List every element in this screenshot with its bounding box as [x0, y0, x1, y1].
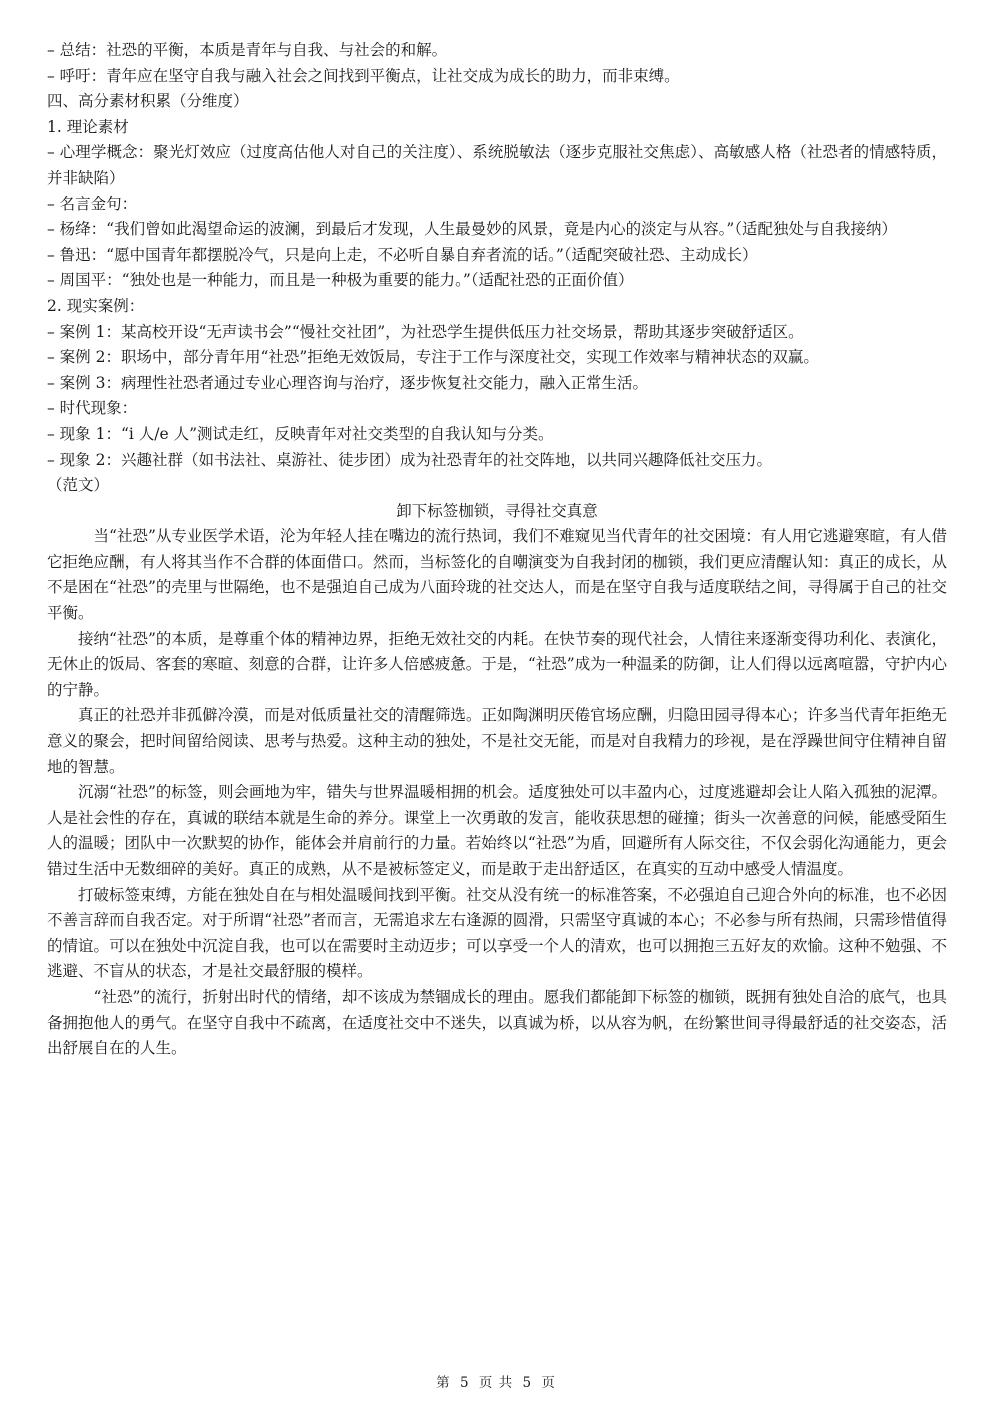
section-heading: 四、高分素材积累（分维度）: [47, 92, 249, 111]
quote-item: – 周国平：“独处也是一种能力，而且是一种极为重要的能力。”（适配社恐的正面价值）: [47, 271, 634, 290]
quotes-heading: – 名言金句：: [47, 194, 138, 213]
quote-item: – 杨绛：“我们曾如此渴望命运的波澜，到最后才发现，人生最曼妙的风景，竟是内心的淡定与从容。”（适配独处与自我接纳）: [47, 220, 898, 239]
essay-title: 卸下标签枷锁，寻得社交真意: [396, 501, 598, 520]
essay-paragraph: 沉溺“社恐”的标签，则会画地为牢，错失与世界温暖相拥的机会。适度独处可以丰盈内心，过度逃避却会让人陷入孤独的泥潭。人是社会性的存在，真诚的联结本就是生命的养分。课堂上一次勇敢的发言，能收获思想的碰撞；街头一次善意的问候，能感受陌生人的温暖；团队中一次默契的协作，能体会并肩前行的力量。若始终以“社恐”为盾，回避所有人际交往，不仅会弱化沟通能力，更会错过生活中无数细碎的美好。真正的成熟，从不是被标签定义，而是敢于走出舒适区，在真实的互动中感受人情温度。: [47, 783, 947, 878]
essay-paragraph: 打破标签束缚，方能在独处自在与相处温暖间找到平衡。社交从没有统一的标准答案，不必强迫自己迎合外向的标准，也不必因不善言辞而自我否定。对于所谓“社恐”者而言，无需追求左右逢源的圆滑，只需坚守真诚的本心；不必参与所有热闹，只需珍惜值得的情谊。可以在独处中沉淀自我，也可以在需要时主动迈步；可以享受一个人的清欢，也可以拥抱三五好友的欢愉。这种不勉强、不逃避、不盲从的状态，才是社交最舒服的模样。: [47, 885, 947, 981]
footer-total-pages: 5: [522, 1375, 533, 1391]
essay-label: （范文）: [47, 476, 110, 495]
footer-middle: 页 共: [478, 1375, 514, 1391]
summary-conclusion: – 总结：社恐的平衡，本质是青年与自我、与社会的和解。: [47, 41, 448, 59]
page-footer: [0, 1374, 992, 1392]
footer-prefix: 第: [436, 1375, 451, 1391]
footer-suffix: 页: [541, 1375, 556, 1391]
essay-paragraph: “社恐”的流行，折射出时代的情绪，却不该成为禁锢成长的理由。愿我们都能卸下标签的枷锁，既拥有独处自洽的底气，也具备拥抱他人的勇气。在坚守自我中不疏离，在适度社交中不迷失，以真诚为桥，以从容为帆，在纷繁世间寻得最舒适的社交姿态，活出舒展自在的人生。: [47, 987, 947, 1058]
era-item: – 现象 2：兴趣社群（如书法社、桌游社、徒步团）成为社恐青年的社交阵地，以共同兴趣降低社交压力。: [47, 450, 772, 469]
case-item: – 案例 2：职场中，部分青年用“社恐”拒绝无效饭局，专注于工作与深度社交，实现工作效率与精神状态的双赢。: [47, 348, 819, 367]
case-item: – 案例 3：病理性社恐者通过专业心理咨询与治疗，逐步恢复社交能力，融入正常生活。: [47, 373, 648, 392]
era-heading: – 时代现象：: [47, 399, 138, 418]
psychology-concepts: – 心理学概念：聚光灯效应（过度高估他人对自己的关注度）、系统脱敏法（逐步克服社交焦虑）、高敏感人格（社恐者的情感特质，并非缺陷）: [47, 143, 947, 187]
case-item: – 案例 1：某高校开设“无声读书会”“慢社交社团”，为社恐学生提供低压力社交场景，帮助其逐步突破舒适区。: [47, 322, 804, 341]
era-item: – 现象 1：“i 人/e 人”测试走红，反映青年对社交类型的自我认知与分类。: [47, 424, 554, 443]
cases-heading: 2. 现实案例：: [47, 296, 145, 315]
essay-paragraph: 当“社恐”从专业医学术语，沦为年轻人挂在嘴边的流行热词，我们不难窥见当代青年的社交困境：有人用它逃避寒暄，有人借它拒绝应酬，有人将其当作不合群的体面借口。然而，当标签化的自嘲演变为自我封闭的枷锁，我们更应清醒认知：真正的成长，从不是困在“社恐”的壳里与世隔绝，也不是强迫自己成为八面玲珑的社交达人，而是在坚守自我与适度联结之间，寻得属于自己的社交平衡。: [47, 527, 947, 623]
footer-current-page: 5: [459, 1375, 470, 1391]
theory-heading: 1. 理论素材: [47, 117, 129, 136]
essay-paragraph: 接纳“社恐”的本质，是尊重个体的精神边界，拒绝无效社交的内耗。在快节奏的现代社会，人情往来逐渐变得功利化、表演化，无休止的饭局、客套的寒暄、刻意的合群，让许多人倍感疲惫。于是，“社恐”成为一种温柔的防御，让人们得以远离喧嚣，守护内心的宁静。: [47, 629, 947, 699]
summary-appeal: – 呼吁：青年应在坚守自我与融入社会之间找到平衡点，让社交成为成长的助力，而非束缚。: [47, 66, 680, 85]
essay-paragraph: 真正的社恐并非孤僻冷漠，而是对低质量社交的清醒筛选。正如陶渊明厌倦官场应酬，归隐田园寻得本心；许多当代青年拒绝无意义的聚会，把时间留给阅读、思考与热爱。这种主动的独处，不是社交无能，而是对自我精力的珍视，是在浮躁世间守住精神自留地的智慧。: [47, 706, 947, 776]
quote-item: – 鲁迅：“愿中国青年都摆脱冷气，只是向上走，不必听自暴自弃者流的话。”（适配突破社恐、主动成长）: [47, 245, 758, 264]
